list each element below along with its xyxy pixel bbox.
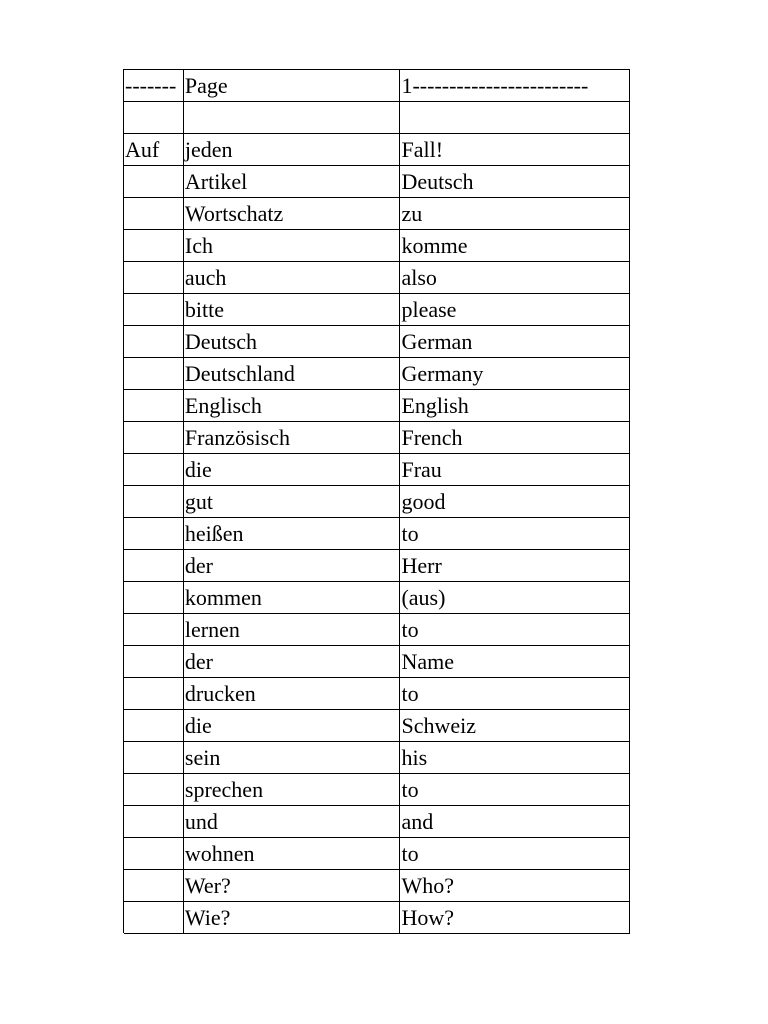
table-row xyxy=(124,678,630,710)
table-cell: Wer? xyxy=(184,870,401,901)
table-cell: auch xyxy=(184,262,401,293)
table-cell: French xyxy=(400,422,630,453)
table-cell: gut xyxy=(184,486,401,517)
table-cell xyxy=(400,102,630,133)
table-cell xyxy=(124,230,184,261)
table-cell: 1------------------------ xyxy=(400,70,630,101)
table-cell xyxy=(124,774,184,805)
table-cell xyxy=(124,262,184,293)
table-cell: die xyxy=(184,454,401,485)
table-cell xyxy=(124,646,184,677)
table-cell xyxy=(124,326,184,357)
table-cell xyxy=(124,614,184,645)
table-cell: Deutsch xyxy=(400,166,630,197)
table-cell: und xyxy=(184,806,401,837)
table-row xyxy=(124,166,630,198)
table-row xyxy=(124,422,630,454)
table-cell xyxy=(124,902,184,933)
table-cell: Auf xyxy=(124,134,184,165)
table-cell: zu xyxy=(400,198,630,229)
table-row xyxy=(124,390,630,422)
table-cell: German xyxy=(400,326,630,357)
table-cell: How? xyxy=(400,902,630,933)
table-cell xyxy=(124,454,184,485)
table-row xyxy=(124,870,630,902)
table-cell xyxy=(124,678,184,709)
table-cell xyxy=(124,358,184,389)
table-cell: English xyxy=(400,390,630,421)
table-row xyxy=(124,134,630,166)
table-row xyxy=(124,230,630,262)
vocabulary-table xyxy=(123,69,630,933)
table-cell: Französisch xyxy=(184,422,401,453)
table-cell xyxy=(124,710,184,741)
table-row xyxy=(124,102,630,134)
table-cell: Fall! xyxy=(400,134,630,165)
table-row xyxy=(124,518,630,550)
table-row xyxy=(124,902,630,934)
table-cell: bitte xyxy=(184,294,401,325)
table-cell: drucken xyxy=(184,678,401,709)
table-cell: der xyxy=(184,646,401,677)
table-cell xyxy=(184,102,401,133)
table-cell: to xyxy=(400,518,630,549)
table-row xyxy=(124,198,630,230)
table-cell: Ich xyxy=(184,230,401,261)
table-cell: to xyxy=(400,838,630,869)
table-cell: jeden xyxy=(184,134,401,165)
table-cell: Who? xyxy=(400,870,630,901)
table-cell xyxy=(124,742,184,773)
table-row xyxy=(124,294,630,326)
table-cell: Name xyxy=(400,646,630,677)
table-cell: sprechen xyxy=(184,774,401,805)
table-cell: heißen xyxy=(184,518,401,549)
table-cell: komme xyxy=(400,230,630,261)
table-cell xyxy=(124,166,184,197)
table-cell xyxy=(124,486,184,517)
table-cell: (aus) xyxy=(400,582,630,613)
table-cell: to xyxy=(400,678,630,709)
table-cell: Deutsch xyxy=(184,326,401,357)
table-cell xyxy=(124,102,184,133)
table-cell: to xyxy=(400,614,630,645)
table-cell: and xyxy=(400,806,630,837)
table-cell: to xyxy=(400,774,630,805)
table-row xyxy=(124,646,630,678)
table-cell xyxy=(124,198,184,229)
table-cell: der xyxy=(184,550,401,581)
table-cell xyxy=(124,838,184,869)
table-cell: kommen xyxy=(184,582,401,613)
table-cell: Deutschland xyxy=(184,358,401,389)
table-row xyxy=(124,262,630,294)
table-cell: Artikel xyxy=(184,166,401,197)
table-cell: die xyxy=(184,710,401,741)
table-cell: wohnen xyxy=(184,838,401,869)
table-cell xyxy=(124,390,184,421)
table-cell: lernen xyxy=(184,614,401,645)
table-row xyxy=(124,326,630,358)
table-row xyxy=(124,806,630,838)
table-row xyxy=(124,454,630,486)
table-row xyxy=(124,742,630,774)
table-cell xyxy=(124,582,184,613)
table-cell: Frau xyxy=(400,454,630,485)
table-row xyxy=(124,614,630,646)
table-cell xyxy=(124,294,184,325)
table-cell xyxy=(124,422,184,453)
table-cell: Wortschatz xyxy=(184,198,401,229)
table-cell xyxy=(124,870,184,901)
table-cell: Schweiz xyxy=(400,710,630,741)
table-cell: Page xyxy=(184,70,401,101)
table-cell xyxy=(124,806,184,837)
table-row xyxy=(124,486,630,518)
table-cell: also xyxy=(400,262,630,293)
table-cell xyxy=(124,518,184,549)
table-cell: Englisch xyxy=(184,390,401,421)
table-row xyxy=(124,358,630,390)
table-row xyxy=(124,838,630,870)
table-cell: his xyxy=(400,742,630,773)
table-cell xyxy=(124,550,184,581)
table-cell: ------- xyxy=(124,70,184,101)
table-row xyxy=(124,582,630,614)
table-row xyxy=(124,550,630,582)
table-row xyxy=(124,70,630,102)
table-cell: Herr xyxy=(400,550,630,581)
table-cell: good xyxy=(400,486,630,517)
table-cell: Wie? xyxy=(184,902,401,933)
table-cell: Germany xyxy=(400,358,630,389)
table-cell: sein xyxy=(184,742,401,773)
table-row xyxy=(124,710,630,742)
table-row xyxy=(124,774,630,806)
table-cell: please xyxy=(400,294,630,325)
